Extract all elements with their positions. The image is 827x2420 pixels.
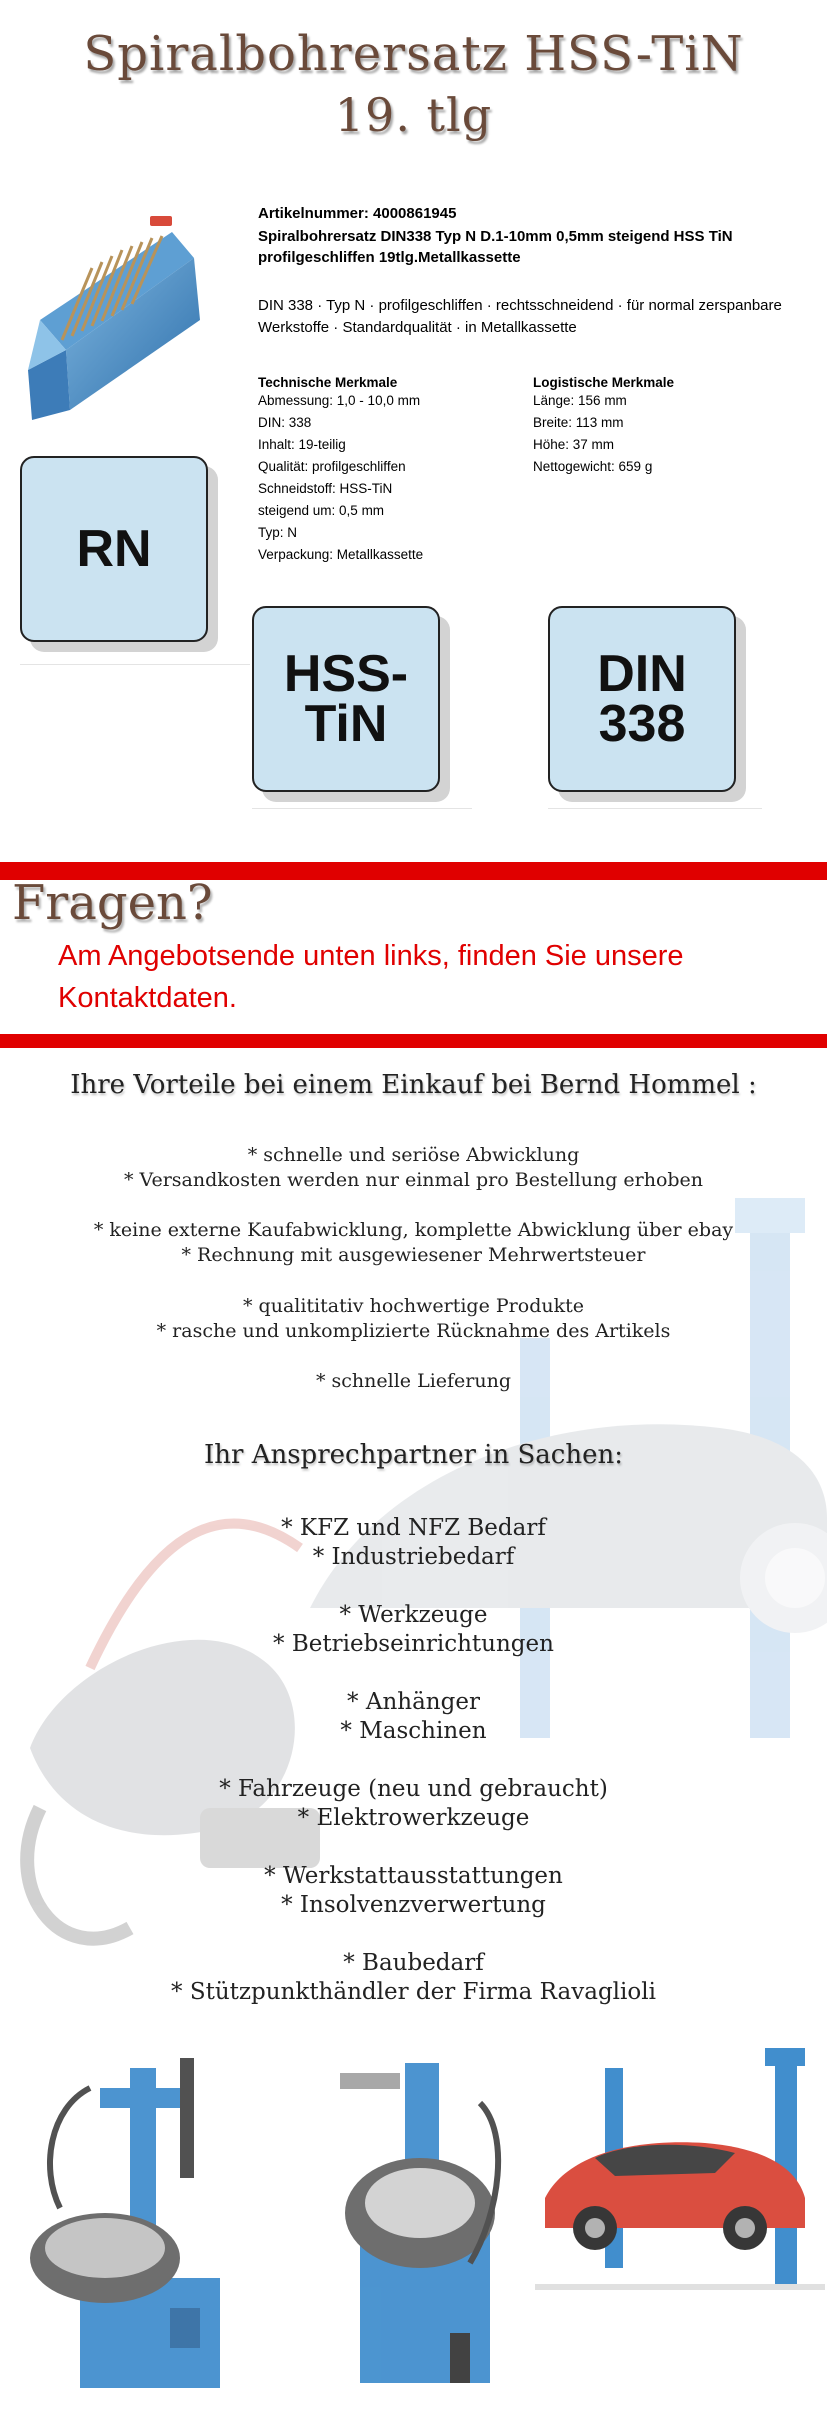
- din-338-badge: [548, 606, 736, 792]
- page-title: Spiralbohrersatz HSS-TiN: [83, 26, 744, 82]
- advantage-item: * rasche und unkomplizierte Rücknahme des Artikels: [156, 1320, 671, 1342]
- rn-badge-label: RN: [76, 520, 152, 578]
- contact-area-item: * Elektrowerkzeuge: [297, 1805, 530, 1831]
- spec-item: Abmessung: 1,0 - 10,0 mm: [258, 393, 421, 408]
- contact-areas-heading: Ihr Ansprechpartner in Sachen:: [203, 1440, 624, 1470]
- spec-item: Typ: N: [258, 525, 298, 540]
- din-badge-line1: DIN: [597, 645, 687, 703]
- product-summary: DIN 338 · Typ N · profilgeschliffen · rechtsschneidend · für normal zerspanbare Werkstoffe · Standardqualität · in Metallkassette: [258, 297, 782, 336]
- rn-badge: [20, 456, 208, 642]
- advantage-item: * Versandkosten werden nur einmal pro Bestellung erhoben: [123, 1169, 704, 1191]
- questions-heading: Fragen?: [12, 875, 213, 931]
- contact-area-item: * Insolvenzverwertung: [281, 1892, 546, 1918]
- advantage-item: * Rechnung mit ausgewiesener Mehrwertsteuer: [181, 1244, 646, 1266]
- contact-area-item: * Fahrzeuge (neu und gebraucht): [219, 1776, 608, 1802]
- contact-area-item: * Industriebedarf: [312, 1544, 515, 1570]
- technical-specs: [258, 375, 508, 566]
- spec-item: Nettogewicht: 659 g: [533, 459, 653, 474]
- article-number: Artikelnummer: 4000861945: [258, 205, 457, 222]
- spec-item: DIN: 338: [258, 415, 312, 430]
- tire-changer-image: [20, 2028, 260, 2398]
- spec-item: Höhe: 37 mm: [533, 437, 615, 452]
- spec-item: Qualität: profilgeschliffen: [258, 459, 406, 474]
- contact-area-item: * Anhänger: [347, 1689, 480, 1715]
- spec-item: Breite: 113 mm: [533, 415, 624, 430]
- product-description: Spiralbohrersatz DIN338 Typ N D.1-10mm 0,5mm steigend HSS TiN profilgeschliffen 19tlg.Metallkassette: [258, 228, 733, 266]
- divider: [252, 808, 472, 809]
- spec-item: Inhalt: 19-teilig: [258, 437, 346, 452]
- car-lift-image: [535, 2048, 825, 2308]
- drill-case-image: [22, 210, 202, 420]
- contact-area-item: * Werkstattausstattungen: [264, 1863, 563, 1889]
- contact-area-item: * Werkzeuge: [339, 1602, 488, 1628]
- spec-item: Verpackung: Metallkassette: [258, 547, 424, 562]
- advantage-item: * schnelle und seriöse Abwicklung: [247, 1144, 580, 1166]
- questions-text: Am Angebotsende unten links, finden Sie unsere Kontaktdaten.: [58, 940, 684, 1014]
- divider: [548, 808, 762, 809]
- contact-area-item: * Betriebseinrichtungen: [273, 1631, 554, 1657]
- spec-item: steigend um: 0,5 mm: [258, 503, 385, 518]
- page-subtitle: 19. tlg: [334, 88, 493, 142]
- logistic-heading: Logistische Merkmale: [533, 375, 675, 390]
- advantage-item: * keine externe Kaufabwicklung, komplette Abwicklung über ebay: [93, 1219, 734, 1241]
- hss-tin-badge: [252, 606, 440, 792]
- din-badge-line2: 338: [598, 695, 686, 753]
- promo-section: [0, 1048, 827, 2420]
- spec-item: Schneidstoff: HSS-TiN: [258, 481, 393, 496]
- contact-area-item: * Maschinen: [340, 1718, 487, 1744]
- advantage-item: * qualititativ hochwertige Produkte: [243, 1295, 584, 1317]
- contact-area-item: * Stützpunkthändler der Firma Ravaglioli: [171, 1979, 656, 2005]
- tire-changer-image: [310, 2033, 530, 2403]
- technical-heading: Technische Merkmale: [258, 375, 398, 390]
- contact-area-item: * KFZ und NFZ Bedarf: [281, 1515, 546, 1541]
- logistic-specs: [533, 375, 783, 478]
- spec-item: Länge: 156 mm: [533, 393, 627, 408]
- hss-badge-line1: HSS-: [283, 645, 409, 703]
- advantages-heading: Ihre Vorteile bei einem Einkauf bei Bernd Hommel :: [70, 1070, 757, 1100]
- contact-area-item: * Baubedarf: [343, 1950, 484, 1976]
- hss-badge-line2: TiN: [304, 695, 388, 753]
- advantage-item: * schnelle Lieferung: [315, 1370, 512, 1392]
- divider: [20, 664, 250, 665]
